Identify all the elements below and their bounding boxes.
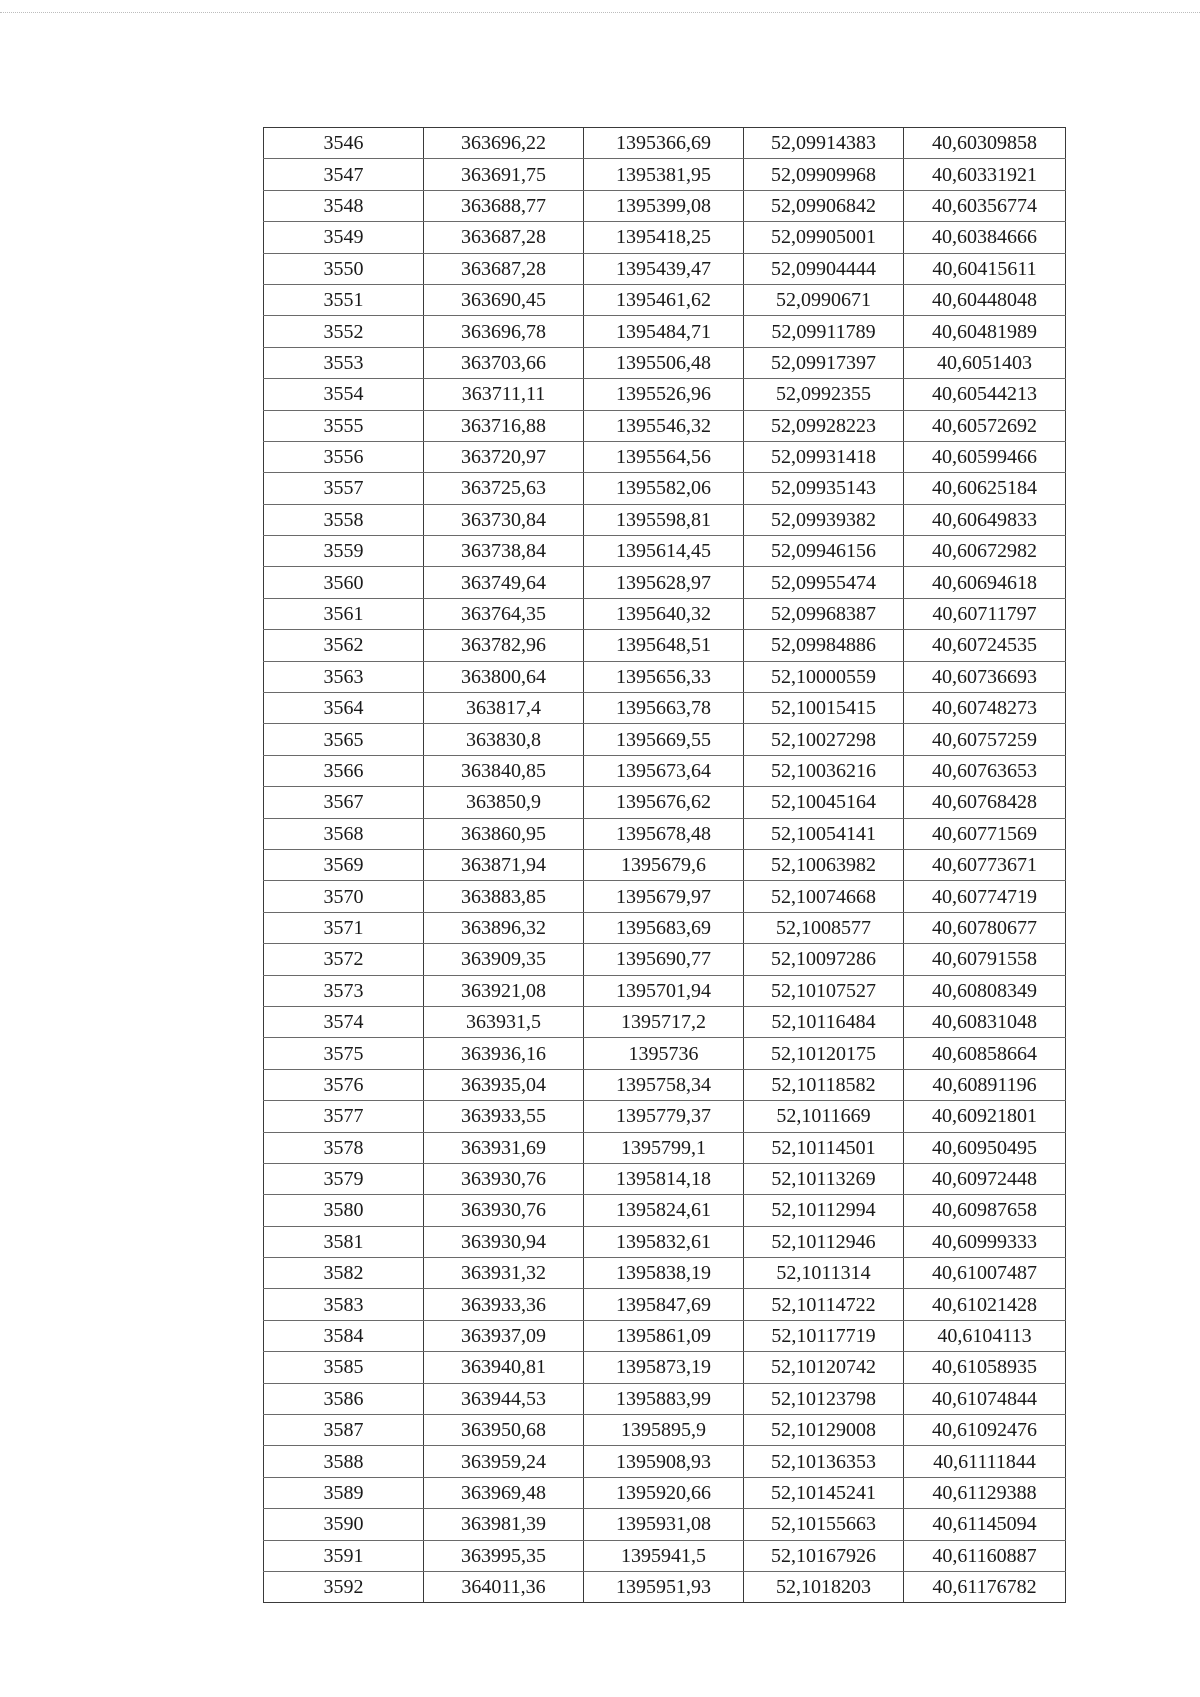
longitude-cell: 40,60415611 [904,253,1066,284]
longitude-cell: 40,60649833 [904,504,1066,535]
point-number-cell: 3578 [264,1132,424,1163]
coord-x-cell: 363931,32 [424,1258,584,1289]
latitude-cell: 52,10000559 [744,661,904,692]
table-row [264,1195,1066,1226]
coord-y-cell: 1395381,95 [584,159,744,190]
coord-y-cell: 1395598,81 [584,504,744,535]
point-number-cell: 3580 [264,1195,424,1226]
latitude-cell: 52,10015415 [744,693,904,724]
coord-y-cell: 1395920,66 [584,1477,744,1508]
coord-x-cell: 363936,16 [424,1038,584,1069]
point-number-cell: 3567 [264,787,424,818]
coord-y-cell: 1395908,93 [584,1446,744,1477]
table-row [264,1289,1066,1320]
latitude-cell: 52,10113269 [744,1163,904,1194]
longitude-cell: 40,61021428 [904,1289,1066,1320]
coord-x-cell: 363931,5 [424,1006,584,1037]
latitude-cell: 52,10145241 [744,1477,904,1508]
point-number-cell: 3591 [264,1540,424,1571]
coord-y-cell: 1395683,69 [584,912,744,943]
coord-y-cell: 1395506,48 [584,347,744,378]
point-number-cell: 3561 [264,598,424,629]
point-number-cell: 3584 [264,1320,424,1351]
coord-y-cell: 1395690,77 [584,944,744,975]
latitude-cell: 52,09906842 [744,190,904,221]
coord-y-cell: 1395717,2 [584,1006,744,1037]
coord-x-cell: 363738,84 [424,536,584,567]
table-row [264,316,1066,347]
coord-y-cell: 1395883,99 [584,1383,744,1414]
coordinates-table-body [264,128,1066,1603]
coord-y-cell: 1395582,06 [584,473,744,504]
coord-x-cell: 363800,64 [424,661,584,692]
coord-x-cell: 363688,77 [424,190,584,221]
longitude-cell: 40,6051403 [904,347,1066,378]
coord-y-cell: 1395779,37 [584,1101,744,1132]
point-number-cell: 3560 [264,567,424,598]
latitude-cell: 52,10036216 [744,755,904,786]
latitude-cell: 52,10136353 [744,1446,904,1477]
point-number-cell: 3556 [264,441,424,472]
table-row [264,536,1066,567]
table-row [264,1383,1066,1414]
longitude-cell: 40,60773671 [904,849,1066,880]
point-number-cell: 3562 [264,630,424,661]
coord-y-cell: 1395701,94 [584,975,744,1006]
table-row [264,818,1066,849]
latitude-cell: 52,09928223 [744,410,904,441]
point-number-cell: 3569 [264,849,424,880]
point-number-cell: 3592 [264,1571,424,1602]
coord-x-cell: 363896,32 [424,912,584,943]
table-row [264,693,1066,724]
point-number-cell: 3589 [264,1477,424,1508]
coord-x-cell: 363696,78 [424,316,584,347]
latitude-cell: 52,0990671 [744,284,904,315]
latitude-cell: 52,10167926 [744,1540,904,1571]
longitude-cell: 40,60972448 [904,1163,1066,1194]
latitude-cell: 52,09914383 [744,128,904,159]
table-row [264,379,1066,410]
point-number-cell: 3559 [264,536,424,567]
latitude-cell: 52,10123798 [744,1383,904,1414]
longitude-cell: 40,61111844 [904,1446,1066,1477]
coord-x-cell: 363817,4 [424,693,584,724]
coord-x-cell: 363696,22 [424,128,584,159]
coord-x-cell: 363931,69 [424,1132,584,1163]
point-number-cell: 3555 [264,410,424,441]
table-row [264,159,1066,190]
coordinates-table [263,127,1066,1603]
coord-y-cell: 1395832,61 [584,1226,744,1257]
table-row [264,849,1066,880]
coord-y-cell: 1395676,62 [584,787,744,818]
longitude-cell: 40,61058935 [904,1352,1066,1383]
longitude-cell: 40,60891196 [904,1069,1066,1100]
point-number-cell: 3549 [264,222,424,253]
point-number-cell: 3574 [264,1006,424,1037]
longitude-cell: 40,61007487 [904,1258,1066,1289]
table-row [264,253,1066,284]
latitude-cell: 52,09909968 [744,159,904,190]
point-number-cell: 3588 [264,1446,424,1477]
table-row [264,630,1066,661]
table-row [264,1163,1066,1194]
table-row [264,1226,1066,1257]
coord-x-cell: 363959,24 [424,1446,584,1477]
coord-y-cell: 1395941,5 [584,1540,744,1571]
longitude-cell: 40,60694618 [904,567,1066,598]
table-row [264,1132,1066,1163]
longitude-cell: 40,60768428 [904,787,1066,818]
point-number-cell: 3563 [264,661,424,692]
table-row [264,1352,1066,1383]
table-row [264,1101,1066,1132]
point-number-cell: 3552 [264,316,424,347]
table-row [264,755,1066,786]
coord-x-cell: 363830,8 [424,724,584,755]
coord-y-cell: 1395656,33 [584,661,744,692]
point-number-cell: 3547 [264,159,424,190]
longitude-cell: 40,60711797 [904,598,1066,629]
latitude-cell: 52,09968387 [744,598,904,629]
latitude-cell: 52,09955474 [744,567,904,598]
longitude-cell: 40,60672982 [904,536,1066,567]
table-row [264,912,1066,943]
table-row [264,284,1066,315]
latitude-cell: 52,10054141 [744,818,904,849]
coord-y-cell: 1395847,69 [584,1289,744,1320]
point-number-cell: 3565 [264,724,424,755]
point-number-cell: 3566 [264,755,424,786]
longitude-cell: 40,60448048 [904,284,1066,315]
coord-x-cell: 363871,94 [424,849,584,880]
table-row [264,724,1066,755]
point-number-cell: 3582 [264,1258,424,1289]
table-row [264,567,1066,598]
coord-x-cell: 363730,84 [424,504,584,535]
latitude-cell: 52,10155663 [744,1509,904,1540]
table-row [264,1258,1066,1289]
table-row [264,1509,1066,1540]
coord-y-cell: 1395736 [584,1038,744,1069]
coord-x-cell: 363937,09 [424,1320,584,1351]
longitude-cell: 40,60791558 [904,944,1066,975]
coord-y-cell: 1395399,08 [584,190,744,221]
table-row [264,1540,1066,1571]
coord-y-cell: 1395648,51 [584,630,744,661]
coord-x-cell: 363933,55 [424,1101,584,1132]
table-row [264,1320,1066,1351]
coord-x-cell: 363691,75 [424,159,584,190]
table-row [264,473,1066,504]
longitude-cell: 40,60724535 [904,630,1066,661]
point-number-cell: 3587 [264,1415,424,1446]
coord-x-cell: 363930,94 [424,1226,584,1257]
longitude-cell: 40,61092476 [904,1415,1066,1446]
coord-x-cell: 363930,76 [424,1163,584,1194]
latitude-cell: 52,10112994 [744,1195,904,1226]
longitude-cell: 40,60987658 [904,1195,1066,1226]
latitude-cell: 52,1011314 [744,1258,904,1289]
table-row [264,1571,1066,1602]
table-row [264,787,1066,818]
coord-y-cell: 1395895,9 [584,1415,744,1446]
coord-y-cell: 1395678,48 [584,818,744,849]
coord-x-cell: 363944,53 [424,1383,584,1414]
point-number-cell: 3586 [264,1383,424,1414]
point-number-cell: 3550 [264,253,424,284]
longitude-cell: 40,61074844 [904,1383,1066,1414]
coord-x-cell: 363935,04 [424,1069,584,1100]
point-number-cell: 3575 [264,1038,424,1069]
point-number-cell: 3548 [264,190,424,221]
longitude-cell: 40,60763653 [904,755,1066,786]
latitude-cell: 52,10074668 [744,881,904,912]
coord-y-cell: 1395663,78 [584,693,744,724]
point-number-cell: 3577 [264,1101,424,1132]
latitude-cell: 52,10114722 [744,1289,904,1320]
coord-x-cell: 363782,96 [424,630,584,661]
longitude-cell: 40,60999333 [904,1226,1066,1257]
longitude-cell: 40,60544213 [904,379,1066,410]
coord-y-cell: 1395628,97 [584,567,744,598]
latitude-cell: 52,1011669 [744,1101,904,1132]
longitude-cell: 40,60831048 [904,1006,1066,1037]
coord-y-cell: 1395758,34 [584,1069,744,1100]
latitude-cell: 52,10112946 [744,1226,904,1257]
coord-x-cell: 363969,48 [424,1477,584,1508]
latitude-cell: 52,1018203 [744,1571,904,1602]
longitude-cell: 40,60384666 [904,222,1066,253]
point-number-cell: 3573 [264,975,424,1006]
longitude-cell: 40,60748273 [904,693,1066,724]
coord-x-cell: 363840,85 [424,755,584,786]
longitude-cell: 40,60780677 [904,912,1066,943]
longitude-cell: 40,60921801 [904,1101,1066,1132]
coord-y-cell: 1395439,47 [584,253,744,284]
table-row [264,128,1066,159]
point-number-cell: 3572 [264,944,424,975]
latitude-cell: 52,09939382 [744,504,904,535]
table-row [264,661,1066,692]
coord-y-cell: 1395799,1 [584,1132,744,1163]
longitude-cell: 40,60599466 [904,441,1066,472]
table-row [264,410,1066,441]
table-row [264,504,1066,535]
longitude-cell: 40,60757259 [904,724,1066,755]
longitude-cell: 40,61176782 [904,1571,1066,1602]
latitude-cell: 52,09917397 [744,347,904,378]
point-number-cell: 3570 [264,881,424,912]
coord-x-cell: 363711,11 [424,379,584,410]
latitude-cell: 52,09935143 [744,473,904,504]
coord-x-cell: 363850,9 [424,787,584,818]
latitude-cell: 52,09905001 [744,222,904,253]
longitude-cell: 40,60481989 [904,316,1066,347]
point-number-cell: 3558 [264,504,424,535]
latitude-cell: 52,09904444 [744,253,904,284]
coord-y-cell: 1395931,08 [584,1509,744,1540]
coord-y-cell: 1395838,19 [584,1258,744,1289]
latitude-cell: 52,10118582 [744,1069,904,1100]
table-row [264,598,1066,629]
coord-x-cell: 363749,64 [424,567,584,598]
table-row [264,881,1066,912]
latitude-cell: 52,09911789 [744,316,904,347]
coord-x-cell: 363883,85 [424,881,584,912]
point-number-cell: 3583 [264,1289,424,1320]
table-row [264,222,1066,253]
point-number-cell: 3553 [264,347,424,378]
coord-y-cell: 1395861,09 [584,1320,744,1351]
coord-x-cell: 363933,36 [424,1289,584,1320]
coord-x-cell: 363720,97 [424,441,584,472]
longitude-cell: 40,60950495 [904,1132,1066,1163]
table-row [264,441,1066,472]
table-row [264,347,1066,378]
coord-x-cell: 363921,08 [424,975,584,1006]
coord-y-cell: 1395873,19 [584,1352,744,1383]
latitude-cell: 52,10120175 [744,1038,904,1069]
latitude-cell: 52,0992355 [744,379,904,410]
coord-y-cell: 1395484,71 [584,316,744,347]
coord-x-cell: 363703,66 [424,347,584,378]
coord-y-cell: 1395640,32 [584,598,744,629]
coord-y-cell: 1395679,6 [584,849,744,880]
point-number-cell: 3564 [264,693,424,724]
coord-y-cell: 1395418,25 [584,222,744,253]
coord-x-cell: 363687,28 [424,222,584,253]
latitude-cell: 52,10027298 [744,724,904,755]
longitude-cell: 40,60808349 [904,975,1066,1006]
coord-y-cell: 1395824,61 [584,1195,744,1226]
coord-x-cell: 363725,63 [424,473,584,504]
table-row [264,975,1066,1006]
coord-x-cell: 363860,95 [424,818,584,849]
table-row [264,1446,1066,1477]
table-row [264,1069,1066,1100]
coord-x-cell: 363690,45 [424,284,584,315]
point-number-cell: 3568 [264,818,424,849]
table-row [264,1415,1066,1446]
longitude-cell: 40,60331921 [904,159,1066,190]
point-number-cell: 3581 [264,1226,424,1257]
longitude-cell: 40,60309858 [904,128,1066,159]
coord-y-cell: 1395546,32 [584,410,744,441]
coord-x-cell: 363716,88 [424,410,584,441]
longitude-cell: 40,60625184 [904,473,1066,504]
longitude-cell: 40,61129388 [904,1477,1066,1508]
coord-y-cell: 1395814,18 [584,1163,744,1194]
coord-x-cell: 363950,68 [424,1415,584,1446]
table-row [264,1477,1066,1508]
table-row [264,1006,1066,1037]
point-number-cell: 3554 [264,379,424,410]
point-number-cell: 3576 [264,1069,424,1100]
coord-x-cell: 364011,36 [424,1571,584,1602]
coord-y-cell: 1395951,93 [584,1571,744,1602]
longitude-cell: 40,60771569 [904,818,1066,849]
coord-y-cell: 1395526,96 [584,379,744,410]
latitude-cell: 52,1008577 [744,912,904,943]
coord-x-cell: 363909,35 [424,944,584,975]
point-number-cell: 3590 [264,1509,424,1540]
latitude-cell: 52,09984886 [744,630,904,661]
coord-x-cell: 363995,35 [424,1540,584,1571]
latitude-cell: 52,09931418 [744,441,904,472]
coord-x-cell: 363940,81 [424,1352,584,1383]
coord-y-cell: 1395669,55 [584,724,744,755]
point-number-cell: 3571 [264,912,424,943]
coord-x-cell: 363981,39 [424,1509,584,1540]
latitude-cell: 52,10120742 [744,1352,904,1383]
longitude-cell: 40,61160887 [904,1540,1066,1571]
coord-y-cell: 1395673,64 [584,755,744,786]
latitude-cell: 52,10045164 [744,787,904,818]
longitude-cell: 40,60572692 [904,410,1066,441]
scan-edge-line [0,12,1200,13]
coord-y-cell: 1395679,97 [584,881,744,912]
latitude-cell: 52,10129008 [744,1415,904,1446]
longitude-cell: 40,60774719 [904,881,1066,912]
table-row [264,190,1066,221]
latitude-cell: 52,10097286 [744,944,904,975]
coord-x-cell: 363764,35 [424,598,584,629]
longitude-cell: 40,60736693 [904,661,1066,692]
latitude-cell: 52,09946156 [744,536,904,567]
longitude-cell: 40,60356774 [904,190,1066,221]
point-number-cell: 3551 [264,284,424,315]
point-number-cell: 3557 [264,473,424,504]
coord-y-cell: 1395366,69 [584,128,744,159]
table-row [264,944,1066,975]
latitude-cell: 52,10116484 [744,1006,904,1037]
point-number-cell: 3579 [264,1163,424,1194]
longitude-cell: 40,6104113 [904,1320,1066,1351]
coord-x-cell: 363930,76 [424,1195,584,1226]
latitude-cell: 52,10114501 [744,1132,904,1163]
longitude-cell: 40,60858664 [904,1038,1066,1069]
coord-y-cell: 1395564,56 [584,441,744,472]
latitude-cell: 52,10063982 [744,849,904,880]
longitude-cell: 40,61145094 [904,1509,1066,1540]
coord-y-cell: 1395461,62 [584,284,744,315]
table-row [264,1038,1066,1069]
latitude-cell: 52,10117719 [744,1320,904,1351]
point-number-cell: 3546 [264,128,424,159]
latitude-cell: 52,10107527 [744,975,904,1006]
point-number-cell: 3585 [264,1352,424,1383]
coord-y-cell: 1395614,45 [584,536,744,567]
coord-x-cell: 363687,28 [424,253,584,284]
